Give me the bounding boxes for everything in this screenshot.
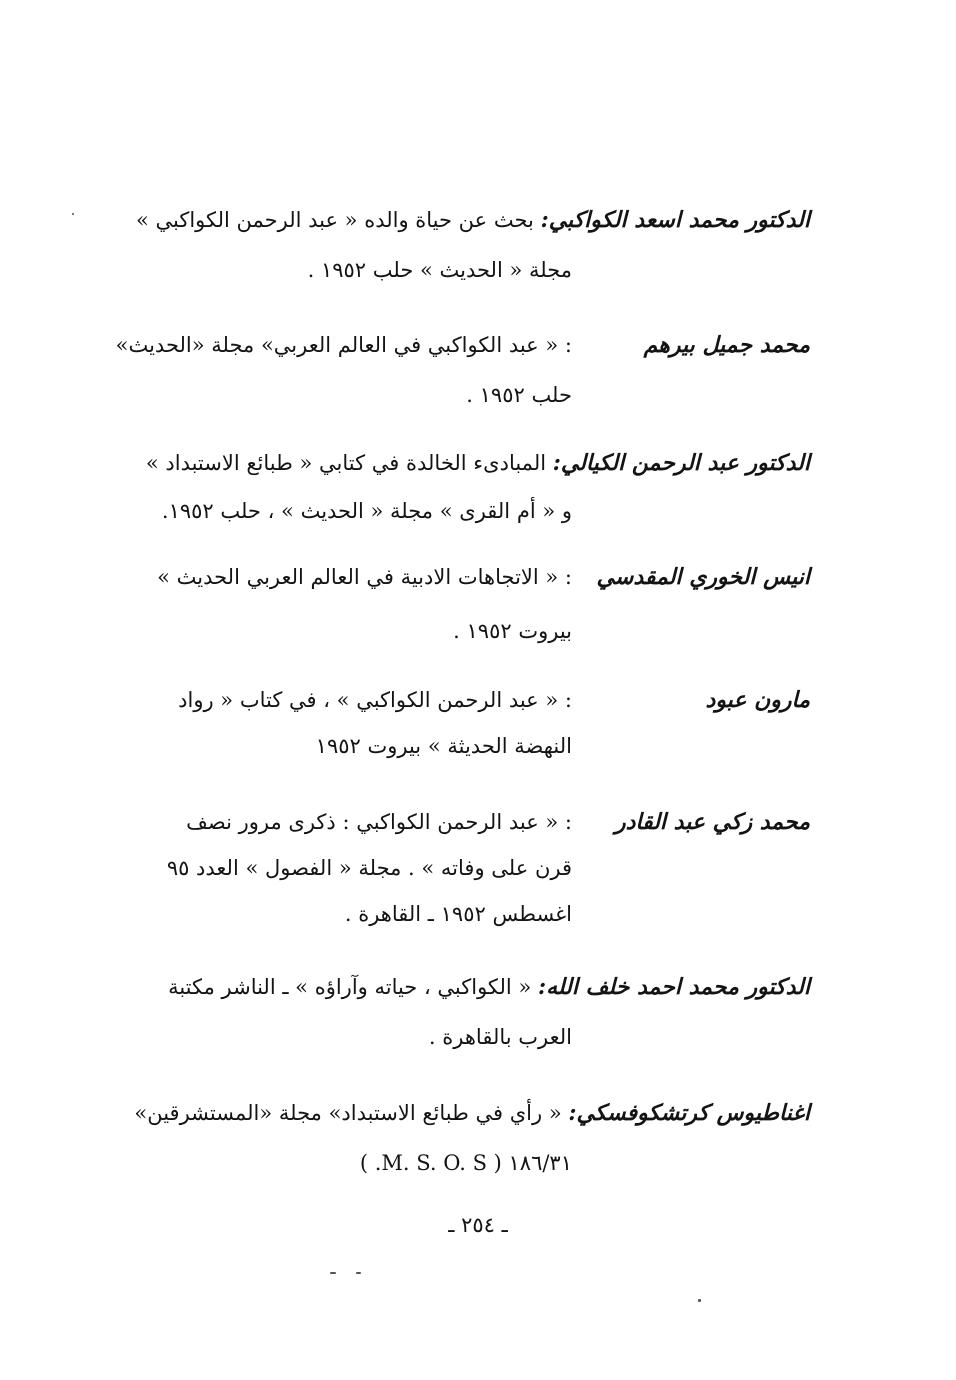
entry-first-line	[168, 972, 810, 1002]
entry-author: اغناطيوس كرتشكوفسكي:	[568, 1100, 810, 1126]
entry-continuation-line: النهضة الحديثة » بيروت ١٩٥٢	[315, 734, 572, 758]
entry-text: بحث عن حياة والده « عبد الرحمن الكواكبي »	[135, 208, 534, 232]
entry-text: « رأي في طبائع الاستبداد» مجلة «المستشرقين»	[134, 1101, 562, 1125]
scan-speck	[72, 213, 74, 215]
entry-continuation-line: قرن على وفاته » . مجلة « الفصول » العدد ٩٥	[166, 856, 572, 880]
entry-text: : « الاتجاهات الادبية في العالم العربي الحديث »	[157, 565, 572, 589]
entry-author: محمد جميل بيرهم	[643, 332, 810, 358]
entry-continuation-line: العرب بالقاهرة .	[428, 1025, 572, 1049]
entry-continuation-line: حلب ١٩٥٢ .	[466, 383, 572, 407]
entry-first-line	[146, 448, 810, 478]
entry-first-line	[134, 1098, 810, 1128]
entry-author: الدكتور عبد الرحمن الكيالي:	[552, 450, 810, 476]
entry-text: : « عبد الرحمن الكواكبي » ، في كتاب « رواد	[178, 688, 572, 712]
entry-author: الدكتور محمد احمد خلف الله:	[537, 974, 810, 1000]
scan-speck	[356, 1272, 361, 1274]
entry-continuation-line: مجلة « الحديث » حلب ١٩٥٢ .	[307, 258, 572, 282]
scan-speck	[330, 1272, 336, 1274]
entry-first-line	[136, 205, 810, 235]
entry-text: : « عبد الكواكبي في العالم العربي» مجلة «الحديث»	[115, 333, 572, 357]
entry-author: الدكتور محمد اسعد الكواكبي:	[540, 207, 810, 233]
entry-text: المبادىء الخالدة في كتابي « طبائع الاستبداد »	[145, 451, 547, 475]
entry-text: « الكواكبي ، حياته وآراؤه » ـ الناشر مكتبة	[168, 975, 532, 999]
scan-speck	[698, 1299, 701, 1302]
page-number: ـ ٢٥٤ ـ	[448, 1213, 508, 1237]
entry-text: : « عبد الرحمن الكواكبي : ذكرى مرور نصف	[186, 810, 572, 834]
entry-continuation-line: ١٨٦/٣١ ( M. S. O. S. )	[359, 1151, 572, 1175]
entry-author: انيس الخوري المقدسي	[596, 564, 810, 590]
entry-continuation-line: و « أم القرى » مجلة « الحديث » ، حلب ١٩٥٢.	[161, 499, 572, 523]
entry-continuation-line: اغسطس ١٩٥٢ ـ القاهرة .	[344, 902, 572, 926]
entry-author: محمد زكي عبد القادر	[614, 809, 810, 835]
entry-author: مارون عبود	[705, 687, 810, 713]
entry-continuation-line: بيروت ١٩٥٢ .	[453, 619, 572, 643]
